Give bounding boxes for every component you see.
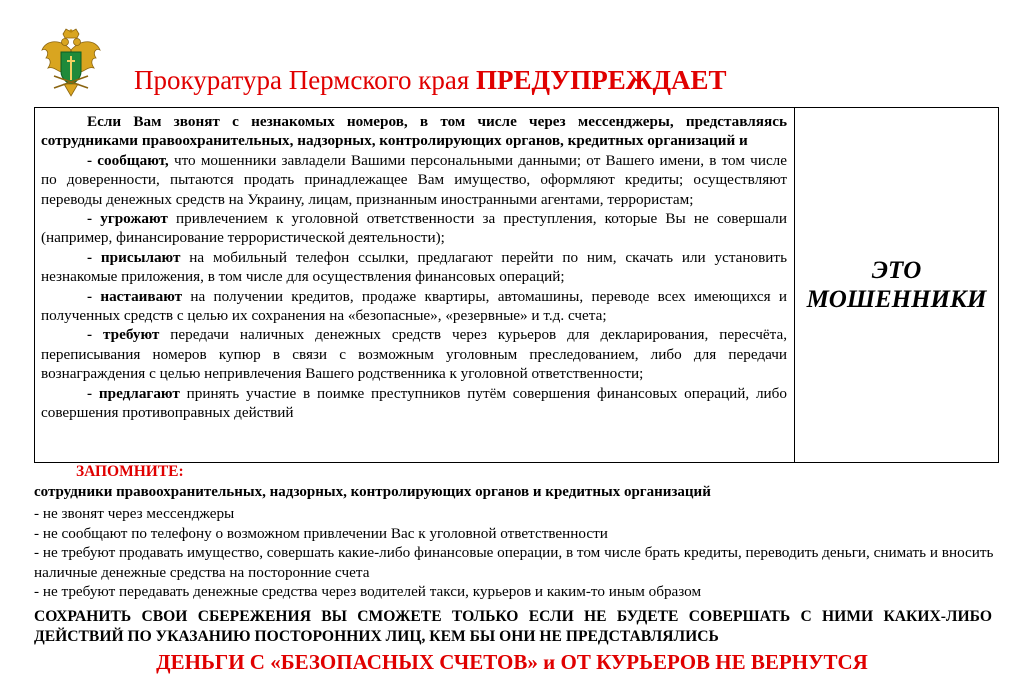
scam-signs-cell [35,108,795,462]
scam-sign-lead: - присылают [87,248,181,266]
verdict-cell [795,108,998,462]
verdict-line-1: ЭТО [871,257,922,284]
scam-sign-item [41,151,787,209]
page-title [134,64,727,96]
scam-sign-item [41,287,787,326]
save-savings-notice: СОХРАНИТЬ СВОИ СБЕРЕЖЕНИЯ ВЫ СМОЖЕТЕ ТОЛЬКО ЕСЛИ НЕ БУДЕТЕ СОВЕРШАТЬ С НИМИ КАКИХ-ЛИБО ДЕЙСТВИЙ ПО УКАЗАНИЮ ПОСТОРОННИХ ЛИЦ, КЕМ БЫ ОНИ НЕ ПРЕДСТАВЛЯЛИСЬ [34,608,992,645]
scam-sign-text: на мобильный телефон ссылки, предлагают перейти по ним, скачать или установить незнакомые приложения, в том числе для осуществления финансовых операций; [41,248,787,286]
scam-sign-item [41,248,787,287]
prosecutor-emblem-icon [40,28,102,98]
final-warning: ДЕНЬГИ С «БЕЗОПАСНЫХ СЧЕТОВ» и ОТ КУРЬЕРОВ НЕ ВЕРНУТСЯ [156,650,868,674]
scam-sign-lead: - требуют [87,326,160,344]
remember-heading: ЗАПОМНИТЕ: [76,463,184,480]
verdict-line-2: МОШЕННИКИ [806,286,987,313]
scam-intro: Если Вам звонят с незнакомых номеров, в том числе через мессенджеры, представляясь сотрудниками правоохранительных, надзорных, контролирующих органов, кредитных организаций и [41,113,787,150]
remember-rule: - не требуют передавать денежные средства через водителей такси, курьеров и каким-то иным образом [34,583,702,600]
warning-table [34,107,999,463]
remember-rule: - не звонят через мессенджеры [34,505,235,522]
scam-sign-item [41,325,787,383]
scam-sign-text: передачи наличных денежных средств через курьеров для декларирования, пересчёта, переписывания номеров купюр в связи с возможным уголовным преследованием, либо для передачи вознаграждения с целью непривлечения Вашего родственника к уголовной ответственности; [41,326,787,383]
scam-sign-lead: - настаивают [87,287,183,305]
scam-sign-item [41,209,787,248]
scam-sign-text: принять участие в поимке преступников путём совершения финансовых операций, либо совершения противоправных действий [41,384,787,422]
scam-sign-lead: - предлагают [87,384,180,402]
remember-subject: сотрудники правоохранительных, надзорных, контролирующих органов и кредитных организаций [34,484,711,500]
remember-rule: - не сообщают по телефону о возможном привлечении Вас к уголовной ответственности [34,524,608,542]
remember-rules-list [34,504,994,602]
scam-sign-lead: - угрожают [87,210,168,228]
scam-sign-text: привлечением к уголовной ответственности за преступления, которые Вы не совершали (например, финансирование террористической деятельности); [41,210,787,247]
warns-heading: ПРЕДУПРЕЖДАЕТ [476,65,727,95]
scam-sign-lead: - сообщают, [87,151,169,169]
scam-sign-text: на получении кредитов, продаже квартиры, автомашины, переводе всех имеющихся и полученных средств с целью их сохранения на «безопасные», «резервные» и т.д. счета; [41,287,787,325]
scam-sign-text: что мошенники завладели Вашими персональными данными; от Вашего имени, в том числе по доверенности, пытаются продать принадлежащее Вам имущество, оформляют кредиты; осуществляют переводы денежных средств на Украину, лицам, признанным иностранными агентами, террористам; [41,151,788,208]
remember-rule: - не требуют продавать имущество, совершать какие-либо финансовые операции, в том числе брать кредиты, переводить деньги, снимать и вносить наличные денежные средства на посторонние счета [34,544,994,581]
scam-sign-item [41,384,787,423]
org-name: Прокуратура Пермского края [134,65,470,95]
